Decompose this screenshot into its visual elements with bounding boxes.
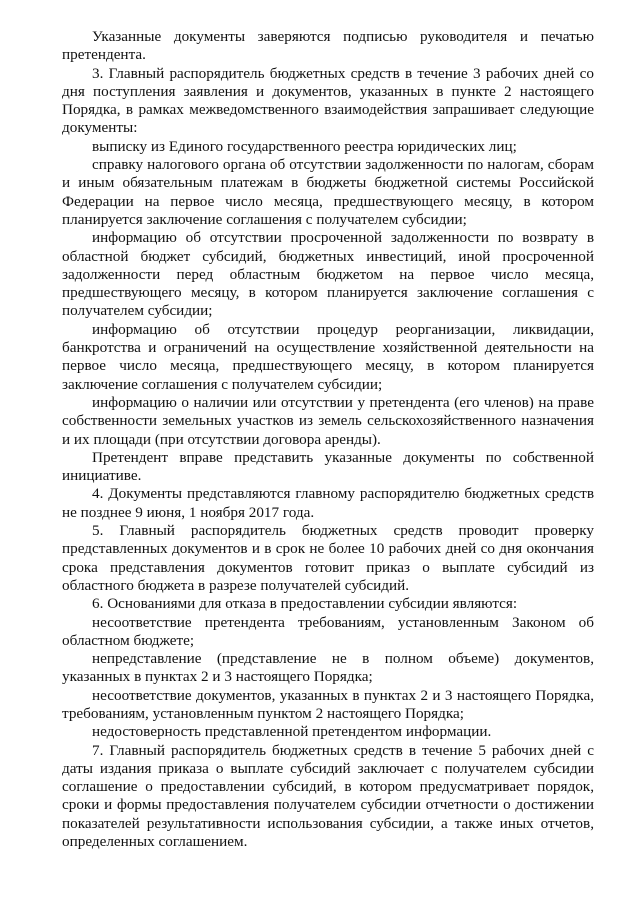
list-item-tax-certificate: справку налогового органа об отсутствии задолженности по налогам, сборам и иным обязательным платежам в бюджеты бюджетной системы Российской Федерации на первое число месяца, предшествующего месяцу, в котором планируется заключение соглашения с получателем субсидии; bbox=[62, 156, 594, 228]
list-item-land-info: информацию о наличии или отсутствии у претендента (его членов) на праве собственности земельных участков из земель сельскохозяйственного назначения и их площади (при отсутствии договора аренды). bbox=[62, 393, 594, 448]
list-item-requirements-mismatch: несоответствие претендента требованиям, установленным Законом об областном бюджете; bbox=[62, 613, 594, 649]
list-item-registry-extract: выписку из Единого государственного реестра юридических лиц; bbox=[92, 137, 517, 155]
list-item-unreliable-info: недостоверность представленной претендентом информации. bbox=[92, 723, 492, 741]
document-page bbox=[62, 28, 594, 851]
list-item-documents-missing: непредставление (представление не в полном объеме) документов, указанных в пунктах 2 и 3 настоящего Порядка; bbox=[62, 650, 594, 686]
paragraph-item-6: 6. Основаниями для отказа в предоставлении субсидии являются: bbox=[92, 595, 518, 613]
list-item-documents-mismatch: несоответствие документов, указанных в пунктах 2 и 3 настоящего Порядка, требованиям, установленным пунктом 2 настоящего Порядка; bbox=[62, 686, 594, 722]
paragraph-item-7: 7. Главный распорядитель бюджетных средств в течение 5 рабочих дней с даты издания приказа о выплате субсидий заключает с получателем субсидии соглашение о предоставлении субсидий, в котором предусматривает порядок, сроки и формы предоставления получателем субсидии отчетности о достижении показателей результативности использования субсидии, а также иных отчетов, определенных соглашением. bbox=[62, 741, 594, 851]
paragraph-item-4: 4. Документы представляются главному распорядителю бюджетных средств не позднее 9 июня, 1 ноября 2017 года. bbox=[62, 485, 594, 521]
paragraph-own-initiative: Претендент вправе представить указанные документы по собственной инициативе. bbox=[62, 448, 594, 485]
list-item-overdue-debt-info: информацию об отсутствии просроченной задолженности по возврату в областной бюджет субсидий, бюджетных инвестиций, иной просроченной задолженности перед областным бюджетом на первое число месяца, предшествующего месяцу, в котором планируется заключение соглашения с получателем субсидии; bbox=[62, 229, 594, 320]
list-item-reorganization-info: информацию об отсутствии процедур реорганизации, ликвидации, банкротства и ограничений на осуществление хозяйственной деятельности на первое число месяца, предшествующего месяцу, в котором планируется заключение соглашения с получателем субсидии; bbox=[62, 320, 594, 393]
paragraph-item-3: 3. Главный распорядитель бюджетных средств в течение 3 рабочих дней со дня поступления заявления и документов, указанных в пункте 2 настоящего Порядка, в рамках межведомственного взаимодействия запрашивает следующие документы: bbox=[62, 64, 594, 137]
paragraph-certification: Указанные документы заверяются подписью руководителя и печатью претендента. bbox=[62, 28, 594, 64]
paragraph-item-5: 5. Главный распорядитель бюджетных средств проводит проверку представленных документов и в срок не более 10 рабочих дней со дня окончания срока представления документов готовит приказ о выплате субсидий из областного бюджета в разрезе получателей субсидий. bbox=[62, 522, 594, 594]
